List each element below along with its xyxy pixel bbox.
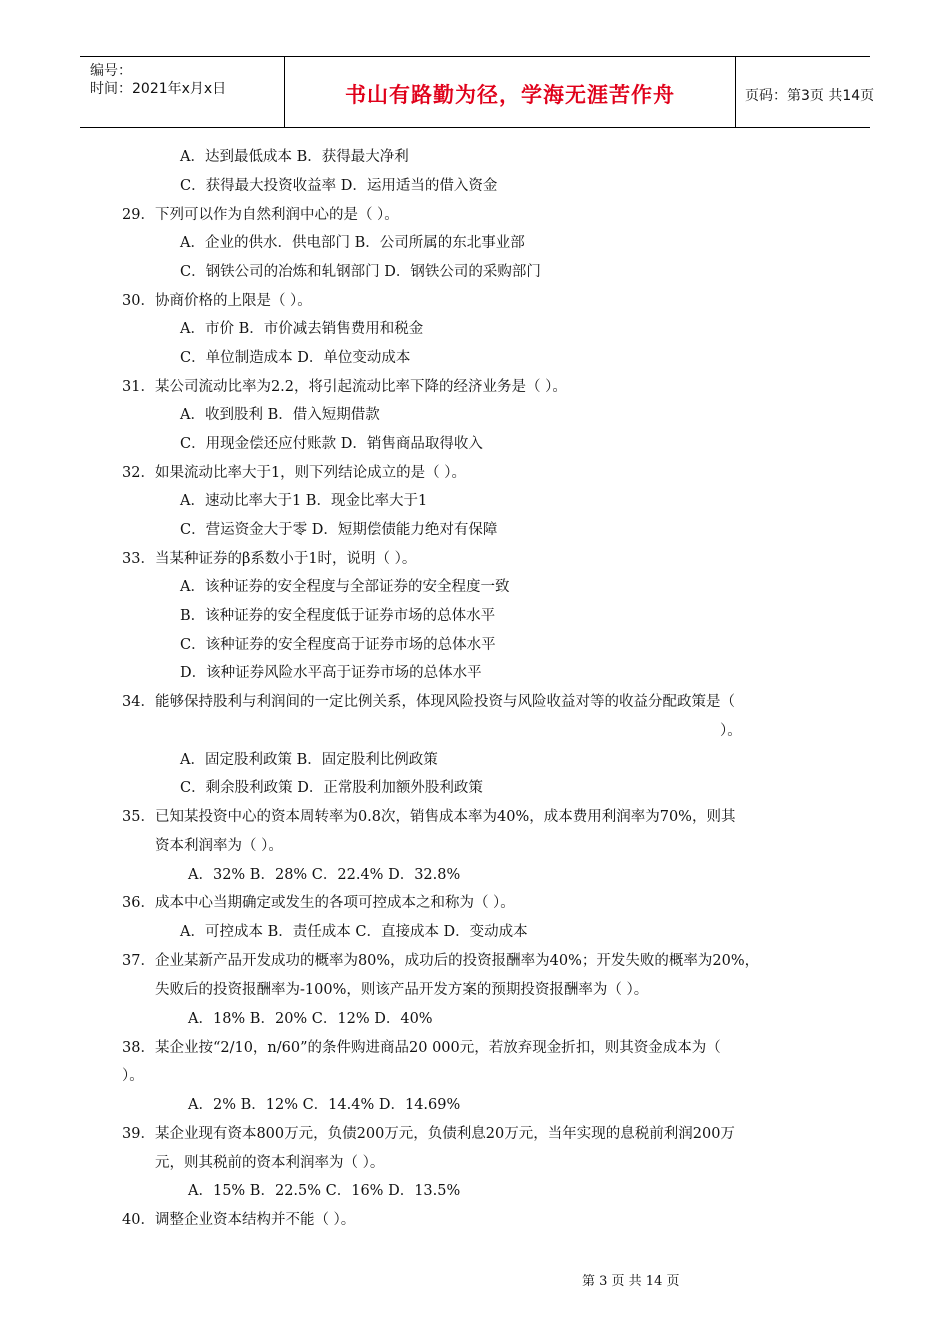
option-line: B．该种证券的安全程度低于证券市场的总体水平 bbox=[180, 608, 496, 624]
option-line: A．18% B．20% C．12% D．40% bbox=[188, 1011, 433, 1027]
question-37: 37．企业某新产品开发成功的概率为80%，成功后的投资报酬率为40%；开发失败的概率为20%， bbox=[122, 953, 760, 969]
question-36: 36．成本中心当期确定或发生的各项可控成本之和称为（ ）。 bbox=[122, 895, 515, 911]
option-line: A．15% B．22.5% C．16% D．13.5% bbox=[188, 1183, 461, 1199]
option-line: D．该种证券风险水平高于证券市场的总体水平 bbox=[180, 665, 482, 681]
option-line: A．企业的供水．供电部门 B．公司所属的东北事业部 bbox=[180, 235, 525, 251]
document-number-label: 编号： bbox=[90, 63, 132, 79]
option-line: C．营运资金大于零 D．短期偿债能力绝对有保障 bbox=[180, 522, 498, 538]
question-37-continued: 失败后的投资报酬率为-100%，则该产品开发方案的预期投资报酬率为（ ）。 bbox=[155, 982, 649, 998]
question-32: 32．如果流动比率大于1，则下列结论成立的是（ ）。 bbox=[122, 465, 467, 481]
option-line: C．用现金偿还应付账款 D．销售商品取得收入 bbox=[180, 436, 483, 452]
question-35-continued: 资本利润率为（ ）。 bbox=[155, 838, 283, 854]
header-motto-cell bbox=[284, 57, 736, 127]
option-line: A．固定股利政策 B．固定股利比例政策 bbox=[180, 752, 438, 768]
document-time-label: 时间：2021年x月x日 bbox=[90, 81, 227, 97]
page-footer: 第 3 页 共 14 页 bbox=[582, 1274, 680, 1289]
question-38-continued: ）。 bbox=[122, 1068, 144, 1084]
question-39-continued: 元，则其税前的资本利润率为（ ）。 bbox=[155, 1155, 385, 1171]
question-34-continued: ）。 bbox=[720, 723, 742, 739]
question-30: 30．协商价格的上限是（ ）。 bbox=[122, 293, 312, 309]
question-38: 38．某企业按“2/10，n/60”的条件购进商品20 000元，若放弃现金折扣，则其资金成本为（ bbox=[122, 1040, 721, 1056]
question-29: 29．下列可以作为自然利润中心的是（ ）。 bbox=[122, 207, 399, 223]
header-motto: 书山有路勤为径，学海无涯苦作舟 bbox=[345, 83, 675, 107]
option-line: A．市价 B．市价减去销售费用和税金 bbox=[180, 321, 424, 337]
option-line: C．获得最大投资收益率 D．运用适当的借入资金 bbox=[180, 178, 498, 194]
question-33: 33．当某种证券的β系数小于1时，说明（ ）。 bbox=[122, 551, 417, 567]
header-page-cell bbox=[735, 57, 875, 127]
header-page-info: 页码：第3页 共14页 bbox=[745, 88, 875, 104]
header-meta bbox=[80, 57, 284, 127]
option-line: A．该种证券的安全程度与全部证券的安全程度一致 bbox=[180, 579, 510, 595]
option-line: C．钢铁公司的冶炼和轧钢部门 D．钢铁公司的采购部门 bbox=[180, 264, 541, 280]
question-35: 35．已知某投资中心的资本周转率为0.8次，销售成本率为40%，成本费用利润率为70%，则其 bbox=[122, 809, 736, 825]
option-line: A．达到最低成本 B．获得最大净利 bbox=[180, 149, 409, 165]
question-40: 40．调整企业资本结构并不能（ ）。 bbox=[122, 1212, 356, 1228]
option-line: C．剩余股利政策 D．正常股利加额外股利政策 bbox=[180, 780, 483, 796]
option-line: A．2% B．12% C．14.4% D．14.69% bbox=[188, 1097, 461, 1113]
option-line: C．该种证券的安全程度高于证券市场的总体水平 bbox=[180, 637, 496, 653]
question-34: 34．能够保持股利与利润间的一定比例关系，体现风险投资与风险收益对等的收益分配政策是（ bbox=[122, 694, 735, 710]
question-39: 39．某企业现有资本800万元，负债200万元，负债利息20万元，当年实现的息税前利润200万 bbox=[122, 1126, 735, 1142]
option-line: A．收到股利 B．借入短期借款 bbox=[180, 407, 380, 423]
option-line: A．可控成本 B．责任成本 C．直接成本 D．变动成本 bbox=[180, 924, 528, 940]
option-line: A．32% B．28% C．22.4% D．32.8% bbox=[188, 867, 461, 883]
option-line: A．速动比率大于1 B．现金比率大于1 bbox=[180, 493, 428, 509]
option-line: C．单位制造成本 D．单位变动成本 bbox=[180, 350, 411, 366]
page-header bbox=[80, 56, 875, 128]
question-31: 31．某公司流动比率为2.2，将引起流动比率下降的经济业务是（ ）。 bbox=[122, 379, 567, 395]
